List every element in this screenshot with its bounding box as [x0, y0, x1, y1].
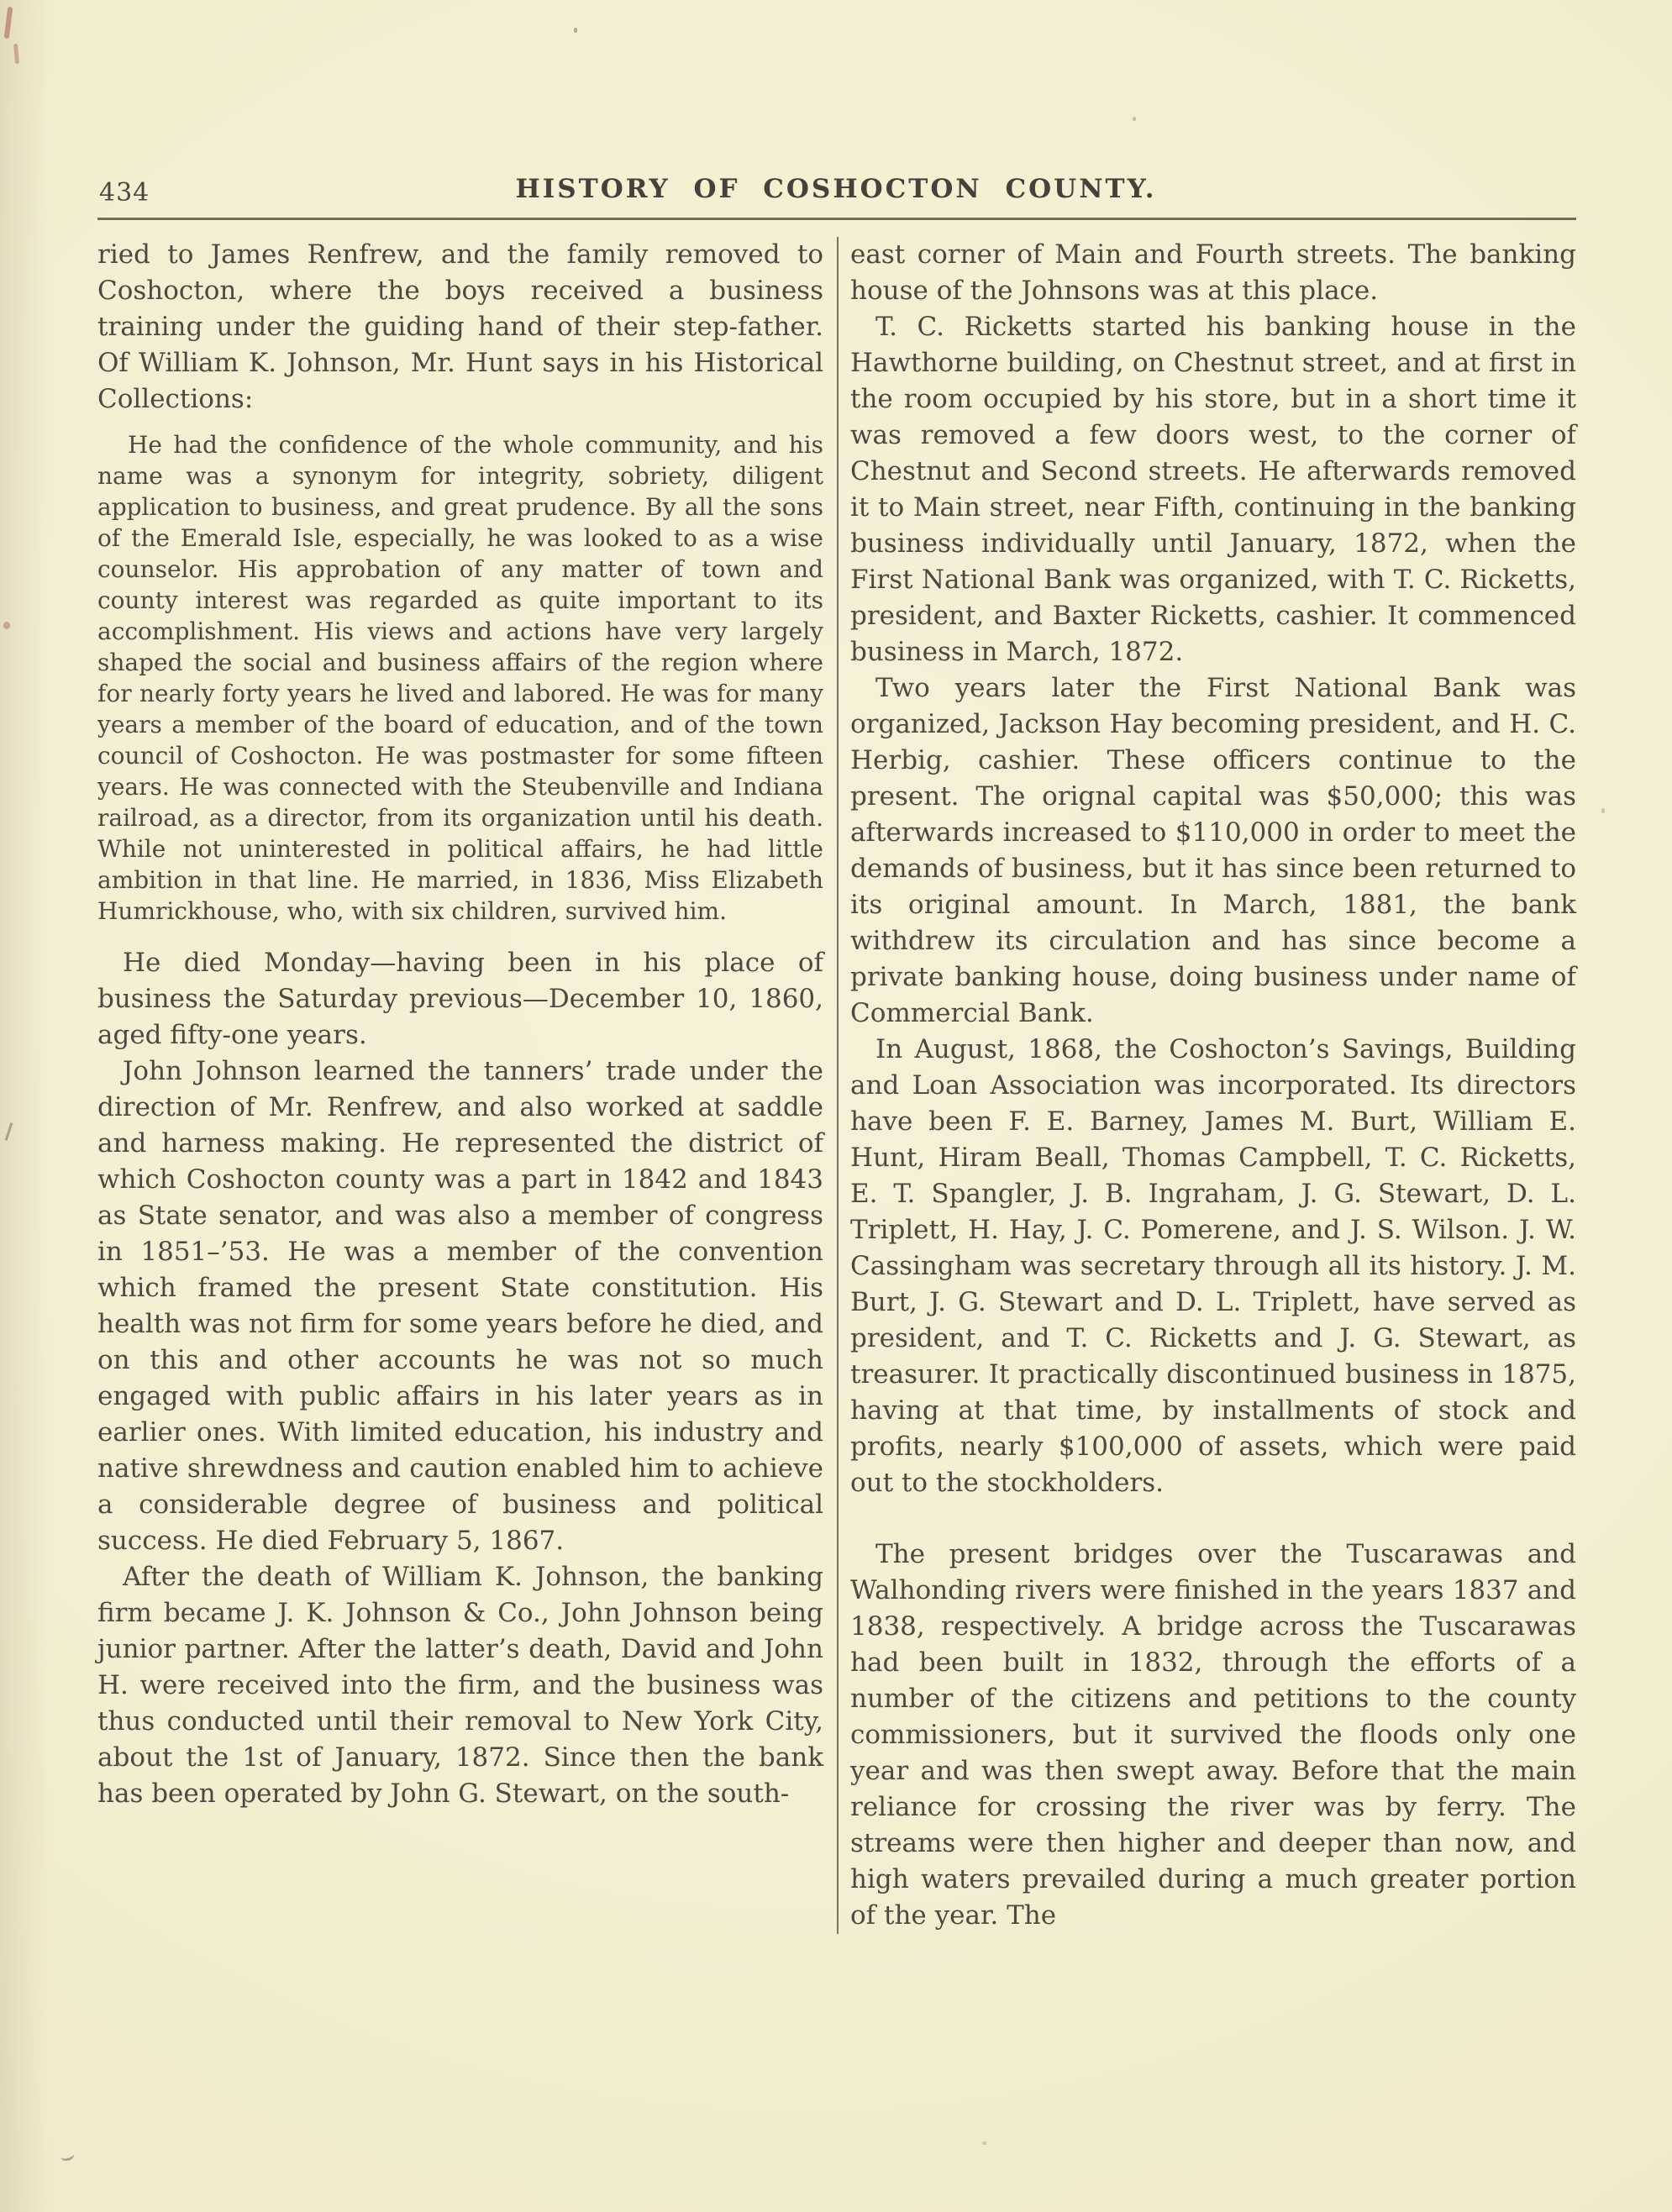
red-ink-speck — [3, 622, 10, 629]
left-column — [97, 237, 823, 1934]
red-ink-mark — [4, 7, 13, 39]
paragraph: After the death of William K. Johnson, the banking firm became J. K. Johnson & Co., John Johnson being junior partner. After the latter’s death, David and John H. were received into the firm, and the business was thus conducted until their removal to New York City, about the 1st of January, 1872. Since then the bank has been operated by John G. Stewart, on the south- — [97, 1562, 823, 1809]
ink-speck — [5, 1122, 13, 1141]
ink-speck — [1601, 808, 1605, 813]
paragraph: Two years later the First National Bank was organized, Jackson Hay becoming president, and H. C. Herbig, cashier. These officers continue to the present. The orignal capital was $50,000; this was afterwards increased to $110,000 in order to meet the demands of business, but it has since been returned to its original amount. In March, 1881, the bank withdrew its circulation and has since become a private banking house, doing business under name of Commercial Bank. — [850, 673, 1576, 1028]
ink-speck — [982, 2141, 986, 2145]
paragraph: In August, 1868, the Coshocton’s Savings, Building and Loan Association was incorporated. Its directors have been F. E. Barney, James M. Burt, William E. Hunt, Hiram Beall, Thomas Campbell, T. C. Ricketts, E. T. Spangler, J. B. Ingraham, J. G. Stewart, D. L. Triplett, H. Hay, J. C. Pomerene, and J. S. Wilson. J. W. Cassingham was secretary through all its history. J. M. Burt, J. G. Stewart and D. L. Triplett, have served as president, and T. C. Ricketts and J. G. Stewart, as treasurer. It practically discontinued business in 1875, having at that time, by installments of stock and profits, nearly $100,000 of assets, which were paid out to the stockholders. — [850, 1034, 1576, 1498]
ink-speck — [1133, 117, 1136, 121]
paragraph: The present bridges over the Tuscarawas and Walhonding rivers were finished in the years 1837 and 1838, respectively. A bridge across the Tuscarawas had been built in 1832, through the efforts of a number of the citizens and petitions to the county commissioners, but it survived the floods only one year and was then swept away. Before that the main reliance for crossing the river was by ferry. The streams were then higher and deeper than now, and high waters prevailed during a much greater portion of the year. The — [850, 1539, 1576, 1931]
text-block — [97, 237, 1576, 1934]
ink-speck — [60, 2149, 75, 2162]
right-column — [850, 237, 1576, 1934]
column-divider — [837, 237, 839, 1934]
running-title: HISTORY OF COSHOCTON COUNTY. — [515, 174, 1157, 204]
paragraph: He died Monday—having been in his place of business the Saturday previous—December 10, 1860, aged fifty-one years. — [97, 948, 823, 1050]
ink-speck — [574, 28, 577, 33]
header-rule — [97, 218, 1576, 220]
paragraph: T. C. Ricketts started his banking house in the Hawthorne building, on Chestnut street, and at first in the room occupied by his store, but in a short time it was removed a few doors west, to the corner of Chestnut and Second streets. He afterwards removed it to Main street, near Fifth, continuing in the banking business individually until January, 1872, when the First National Bank was organized, with T. C. Ricketts, president, and Baxter Ricketts, cashier. It commenced business in March, 1872. — [850, 312, 1576, 667]
paragraph-blockquote: He had the confidence of the whole community, and his name was a synonym for integrity, sobriety, diligent application to business, and great prudence. By all the sons of the Emerald Isle, especially, he was looked to as a wise counselor. His approbation of any matter of town and county interest was regarded as quite important to its accomplishment. His views and actions have very largely shaped the social and business affairs of the region where for nearly forty years he lived and labored. He was for many years a member of the board of education, and of the town council of Coshocton. He was postmaster for some fifteen years. He was connected with the Steubenville and Indiana railroad, as a director, from its organization until his death. While not uninterested in political affairs, he had little ambition in that line. He married, in 1836, Miss Elizabeth Humrickhouse, who, with six children, survived him. — [97, 431, 823, 925]
paragraph-continuation: ried to James Renfrew, and the family removed to Coshocton, where the boys received a business training under the guiding hand of their step-father. Of William K. Johnson, Mr. Hunt says in his Historical Collections: — [97, 239, 823, 414]
red-ink-mark — [13, 44, 19, 64]
paragraph-continuation: east corner of Main and Fourth streets. The banking house of the Johnsons was at this place. — [850, 239, 1576, 306]
page-number: 434 — [99, 178, 150, 208]
paragraph: John Johnson learned the tanners’ trade under the direction of Mr. Renfrew, and also worked at saddle and harness making. He represented the district of which Coshocton county was a part in 1842 and 1843 as State senator, and was also a member of congress in 1851–’53. He was a member of the convention which framed the present State constitution. His health was not firm for some years before he died, and on this and other accounts he was not so much engaged with public affairs in his later years as in earlier ones. With limited education, his industry and native shrewdness and caution enabled him to achieve a considerable degree of business and political success. He died February 5, 1867. — [97, 1056, 823, 1556]
